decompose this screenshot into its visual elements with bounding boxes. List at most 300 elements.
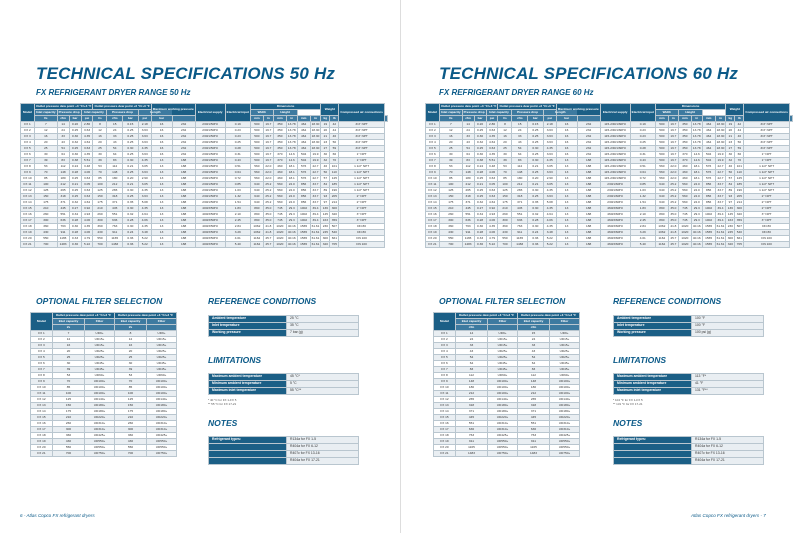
spec-cell: 1 1/2" NPT [339, 188, 384, 194]
spec-cell: 890 [250, 218, 263, 224]
spec-cell: 551 [462, 212, 474, 218]
spec-cell: 3.63 [138, 170, 151, 176]
spec-cell: 500 [655, 128, 668, 134]
reference-conditions-row [614, 323, 764, 330]
spec-cell: 1062 [250, 224, 263, 230]
range-subtitle: FX REFRIGERANT DRYER RANGE 50 Hz [36, 88, 191, 97]
spec-model-cell: FX 2 [21, 128, 35, 134]
filter-cell: UD750+ [488, 451, 518, 457]
filter-cell: UD45+ [550, 367, 580, 373]
spec-cell: 43 [512, 140, 528, 146]
spec-cell: 504 [297, 152, 310, 158]
spec-cell: 0.21 [122, 164, 138, 170]
spec-header-cell: Length [138, 110, 172, 116]
spec-cell: 464 [297, 128, 310, 134]
spec-cell: 370 [273, 158, 286, 164]
spec-cell: 50 [330, 140, 339, 146]
spec-cell: 0.25 [527, 170, 543, 176]
spec-cell: 640 [655, 194, 668, 200]
spec-cell: 4.06 [81, 230, 93, 236]
filter-model-cell: FX 10 [434, 385, 456, 391]
spec-model-cell: FX 2 [426, 128, 440, 134]
spec-cell: 40.16 [287, 223, 296, 228]
spec-cell: 230/1/50Hz [195, 200, 225, 206]
filter-cell: UD310+ [550, 421, 580, 427]
spec-cell: 18.30 [716, 127, 725, 132]
spec-cell: 18.1 [286, 170, 297, 176]
filter-cell: UD180+ [85, 403, 115, 409]
filter-cell: 16 [53, 343, 85, 349]
spec-cell: 125 [35, 188, 58, 194]
spec-cell: 576 [297, 164, 310, 170]
filter-cell: 150 [53, 403, 85, 409]
spec-cell: 745 [273, 206, 286, 212]
spec-cell: 3.63 [486, 128, 498, 134]
spec-cell: 3.05 [138, 182, 151, 188]
filter-cell: UD220+ [147, 415, 177, 421]
spec-cell: 22.7 [310, 164, 321, 170]
spec-cell: 12 [93, 128, 107, 134]
spec-cell: 210 [498, 206, 512, 212]
spec-cell: 33.7 [715, 194, 726, 200]
spec-cell: 0.23 [630, 128, 655, 134]
spec-cell: 39 [498, 158, 512, 164]
spec-cell: 24 [462, 128, 474, 134]
spec-cell: 0.25 [527, 194, 543, 200]
notes-value: R407c for FX 13-16 [287, 451, 359, 458]
spec-cell: 35.0 [670, 211, 677, 216]
spec-cell: 83 [462, 158, 474, 164]
filter-model-cell: FX 4 [434, 349, 456, 355]
spec-cell: 300 [331, 205, 337, 210]
notes-value: R407c for FX 13-16 [692, 451, 764, 458]
spec-header-cell: Length [543, 110, 577, 116]
spec-cell: 19.7 [670, 127, 677, 132]
spec-cell: 232 [172, 146, 195, 152]
spec-cell: 25.2 [265, 187, 272, 192]
spec-cell: 112 [462, 164, 474, 170]
spec-cell: 3.63 [138, 134, 151, 140]
spec-cell: 576 [297, 170, 310, 176]
spec-cell: 5.51 [81, 158, 93, 164]
spec-unit-cell: psi [138, 116, 151, 122]
spec-cell: 400/3/50Hz [195, 230, 225, 236]
spec-cell: 460 [273, 170, 286, 176]
spec-cell: 0.24 [474, 164, 486, 170]
spec-cell: 212 [107, 182, 123, 188]
spec-cell: 46 [321, 164, 330, 170]
spec-cell: 13 [556, 242, 577, 248]
spec-cell: 700 [440, 242, 463, 248]
spec-cell: 576 [702, 170, 715, 176]
spec-cell: 125 [498, 188, 512, 194]
spec-cell: 40.16 [287, 229, 296, 234]
spec-cell: 763 [512, 224, 528, 230]
spec-cell: 0.21 [527, 164, 543, 170]
spec-cell: 1165 [57, 236, 69, 242]
spec-header-cell: Electrical supply [195, 104, 225, 122]
spec-cell: 0.23 [630, 134, 655, 140]
filter-cell: 83 [518, 367, 550, 373]
spec-cell: 125 [331, 175, 337, 180]
spec-cell: 636 [512, 218, 528, 224]
filter-model-cell: FX 15 [434, 415, 456, 421]
limitations-key: Maximum ambient temperature [614, 374, 692, 381]
spec-cell: 911 [107, 230, 123, 236]
spec-header-cell: Dimensions [250, 104, 321, 110]
limitations-title: LIMITATIONS [613, 355, 667, 365]
notes-title: NOTES [208, 418, 238, 428]
spec-cell: 504 [702, 152, 715, 158]
spec-cell: 19.9 [715, 152, 726, 158]
limitations-row [209, 388, 359, 395]
spec-cell: 19.7 [265, 133, 272, 138]
spec-cell: 13.78 [692, 145, 701, 150]
spec-cell: 464 [297, 134, 310, 140]
filter-cell: UD9+ [147, 331, 177, 337]
spec-cell: 0.33 [474, 236, 486, 242]
filter-model-cell: FX 17 [31, 427, 53, 433]
spec-model-cell: FX 3 [21, 134, 35, 140]
spec-cell: 0.30 [122, 224, 138, 230]
spec-cell: 445 [512, 206, 528, 212]
spec-cell: 22.0 [286, 188, 297, 194]
spec-cell: 145 [727, 211, 733, 216]
spec-cell: 5.22 [138, 236, 151, 242]
filter-cell: UD25+ [147, 355, 177, 361]
notes-key [209, 451, 287, 458]
spec-cell: 745 [678, 212, 691, 218]
filter-cell: 43 [456, 349, 488, 355]
filter-cell: UD550+ [147, 445, 177, 451]
spec-cell: 7 [35, 122, 58, 128]
spec-cell: 50 [735, 140, 744, 146]
filter-cell: 15 [518, 331, 550, 337]
spec-cell: 18.30 [311, 139, 320, 144]
filter-cell: 445 [456, 415, 488, 421]
filter-model-cell: FX 9 [31, 379, 53, 385]
spec-cell: DN 100 [339, 242, 384, 248]
spec-cell: 1 1/2" NPT [744, 164, 789, 170]
spec-cell: 136 [322, 205, 328, 210]
spec-cell: 2.86 [81, 122, 93, 128]
spec-cell: 856 [702, 194, 715, 200]
spec-cell: 360 [498, 224, 512, 230]
spec-cell: 1162 [655, 236, 668, 242]
spec-cell: 540 [736, 229, 742, 234]
spec-cell: 890 [250, 212, 263, 218]
spec-cell: 1 1/2" NPT [339, 170, 384, 176]
filter-model-cell: FX 18 [31, 433, 53, 439]
filter-cell: 39 [53, 367, 85, 373]
reference-conditions-title: REFERENCE CONDITIONS [613, 296, 722, 306]
spec-cell: 3.63 [138, 128, 151, 134]
spec-cell: 500 [655, 146, 668, 152]
spec-header-cell: Pressure drop [107, 110, 138, 116]
spec-cell: 148 [462, 170, 474, 176]
spec-cell: 22.7 [715, 170, 726, 176]
spec-cell: 1020 [678, 224, 691, 230]
spec-header-cell: Model [21, 104, 35, 122]
spec-cell: 188 [172, 176, 195, 182]
spec-cell: 53 [498, 164, 512, 170]
spec-cell: 500 [250, 146, 263, 152]
spec-cell: 57 [321, 176, 330, 182]
spec-unit-cell: in [691, 116, 702, 122]
spec-cell: 4.35 [543, 146, 556, 152]
spec-cell: 148 [57, 170, 69, 176]
spec-unit-cell: bar [556, 116, 577, 122]
spec-cell: 25.2 [670, 193, 677, 198]
spec-cell: 19.7 [670, 157, 677, 162]
spec-cell: 3" NPT [339, 212, 384, 218]
spec-cell: 33.7 [715, 200, 726, 206]
filter-cell: UD25+ [488, 355, 518, 361]
spec-table [20, 103, 388, 248]
spec-cell: 2" NPT [339, 206, 384, 212]
filter-header-cell: Filter [550, 319, 580, 325]
filter-header-cell: Inlet capacity [115, 319, 147, 325]
spec-cell: 1 1/2" NPT [339, 176, 384, 182]
spec-cell: 0.20 [69, 122, 81, 128]
filter-cell: UD45+ [85, 367, 115, 373]
spec-cell: 0.30 [474, 134, 486, 140]
spec-cell: 4.06 [81, 170, 93, 176]
spec-cell: 550 [93, 236, 107, 242]
spec-cell: 1162 [250, 242, 263, 248]
spec-cell: 24 [107, 128, 123, 134]
spec-header-cell: Pressure drop [512, 110, 543, 116]
spec-cell: 93 [321, 194, 330, 200]
spec-cell: 16 [93, 134, 107, 140]
spec-unit-cell: mm [655, 116, 668, 122]
spec-cell: 371 [107, 200, 123, 206]
spec-cell: 0.64 [225, 170, 250, 176]
spec-cell: 16 [440, 134, 463, 140]
spec-cell: 39 [35, 158, 58, 164]
spec-model-cell: FX 1 [21, 122, 35, 128]
spec-cell: 35.0 [265, 217, 272, 222]
spec-cell: 661 [736, 235, 742, 240]
spec-cell: 45.7 [670, 241, 677, 246]
spec-cell: 1 1/2" NPT [744, 176, 789, 182]
spec-model-cell: FX 6 [426, 152, 440, 158]
spec-cell: 4.35 [81, 134, 93, 140]
spec-cell: 400/3/50Hz [195, 242, 225, 248]
spec-unit-cell: l/s [498, 116, 512, 122]
spec-cell: 3.05 [543, 182, 556, 188]
spec-cell: 4.64 [81, 200, 93, 206]
page-footer: 6 - Atlas Copco FX refrigerant dryers [20, 513, 95, 518]
filter-model-cell: FX 21 [31, 451, 53, 457]
spec-cell: 41.8 [670, 229, 677, 234]
notes-row [209, 458, 359, 465]
filter-cell: 212 [518, 391, 550, 397]
spec-cell: 0.25 [69, 128, 81, 134]
spec-cell: 16 [151, 122, 172, 128]
filter-cell: UD15+ [147, 337, 177, 343]
spec-cell: 5.40 [630, 242, 655, 248]
spec-cell: 232 [577, 134, 600, 140]
spec-cell: 19.7 [265, 157, 272, 162]
spec-cell: 3.63 [543, 194, 556, 200]
spec-cell: 16 [556, 140, 577, 146]
spec-cell: 370 [273, 152, 286, 158]
reference-conditions-row [614, 316, 764, 323]
spec-cell: 163 [727, 217, 733, 222]
spec-cell: 5.08 [138, 200, 151, 206]
spec-cell: 1020 [678, 230, 691, 236]
filter-cell: UD550+ [85, 439, 115, 445]
spec-cell: 13 [151, 170, 172, 176]
spec-cell: 500 [250, 158, 263, 164]
spec-cell: 2.18 [138, 122, 151, 128]
filter-cell: UD100+ [550, 379, 580, 385]
spec-cell: 35.0 [670, 205, 677, 210]
spec-cell: 0.36 [122, 236, 138, 242]
filter-model-cell: FX 9 [434, 379, 456, 385]
spec-cell: 53 [35, 164, 58, 170]
filter-cell: 112 [456, 373, 488, 379]
spec-unit-cell: kg [726, 116, 735, 122]
spec-cell: 13.78 [287, 133, 296, 138]
spec-cell: 2.18 [543, 122, 556, 128]
spec-cell: 188 [172, 164, 195, 170]
spec-cell: 460/3/60Hz [600, 242, 630, 248]
filter-cell: UD100+ [85, 391, 115, 397]
spec-cell: 0.30 [527, 224, 543, 230]
filter-cell: UD15+ [488, 337, 518, 343]
spec-cell: DN 100 [744, 242, 789, 248]
filter-model-cell: FX 19 [31, 439, 53, 445]
filter-cell: UD15+ [85, 343, 115, 349]
spec-cell: 230/1/60Hz [600, 200, 630, 206]
spec-cell: 0.25 [527, 128, 543, 134]
spec-cell: 115-230/1/60Hz [600, 152, 630, 158]
spec-cell: 61.61 [311, 229, 320, 234]
spec-cell: 265 [462, 188, 474, 194]
spec-cell: 25.2 [670, 199, 677, 204]
spec-cell: 188 [172, 236, 195, 242]
filter-cell: UD100+ [147, 391, 177, 397]
filter-cell: 30 [115, 361, 147, 367]
filter-header-cell: Inlet capacity [456, 319, 488, 325]
limitations-row [614, 374, 764, 381]
spec-cell: 0.30 [122, 146, 138, 152]
spec-cell: 22.7 [715, 164, 726, 170]
filter-cell: 148 [456, 379, 488, 385]
spec-cell: 700 [498, 242, 512, 248]
spec-cell: 19.7 [670, 121, 677, 126]
filter-cell: 175 [53, 409, 85, 415]
spec-cell: 400/3/50Hz [195, 206, 225, 212]
spec-cell: 300 [727, 235, 733, 240]
notes-key [614, 458, 692, 465]
spec-cell: 0.25 [122, 128, 138, 134]
spec-cell: 29.3 [691, 206, 702, 212]
spec-cell: 464 [702, 134, 715, 140]
filter-cell: UD180+ [488, 403, 518, 409]
spec-cell: 212 [512, 182, 528, 188]
spec-cell: 212 [462, 182, 474, 188]
spec-cell: 57 [726, 176, 735, 182]
spec-cell: 0.36 [69, 242, 81, 248]
spec-cell: 350 [273, 140, 286, 146]
spec-cell: 232 [172, 128, 195, 134]
spec-cell: 188 [577, 236, 600, 242]
spec-cell: 210 [93, 206, 107, 212]
spec-cell: 3/4" NPT [744, 134, 789, 140]
filter-cell: 700 [115, 451, 147, 457]
filter-model-cell: FX 5 [31, 355, 53, 361]
spec-cell: 136 [727, 205, 733, 210]
spec-cell: 64 [107, 152, 123, 158]
spec-cell: 4.35 [486, 134, 498, 140]
spec-cell: 300 [440, 218, 463, 224]
spec-cell: 14.6 [691, 158, 702, 164]
spec-cell: 13 [151, 194, 172, 200]
spec-cell: 46 [726, 164, 735, 170]
filter-model-cell: FX 6 [31, 361, 53, 367]
spec-cell: 14.6 [691, 152, 702, 158]
spec-cell: 318 [57, 194, 69, 200]
spec-cell: 230/1/50Hz [195, 128, 225, 134]
spec-cell: 19.7 [265, 145, 272, 150]
filter-header-cell: Outlet pressure dew point +3 °C/+3 °F [53, 313, 115, 319]
spec-cell: 0.20 [527, 176, 543, 182]
filter-model-cell: FX 3 [434, 343, 456, 349]
spec-cell: 30 [440, 152, 463, 158]
spec-cell: 13 [556, 170, 577, 176]
filter-cell: UD100+ [85, 385, 115, 391]
spec-cell: 44 [735, 128, 744, 134]
spec-cell: 464 [297, 146, 310, 152]
filter-cell: 125 [115, 397, 147, 403]
filter-header-cell: Model [31, 313, 53, 331]
spec-cell: 22.0 [265, 175, 272, 180]
filter-cell: 260 [115, 421, 147, 427]
filter-cell: UD25+ [147, 349, 177, 355]
filter-model-cell: FX 1 [31, 331, 53, 337]
spec-cell: 460/3/60Hz [600, 230, 630, 236]
filter-unit-cell: l/s [115, 325, 147, 331]
spec-cell: 35.0 [670, 217, 677, 222]
spec-cell: 188 [172, 218, 195, 224]
spec-cell: 85 [93, 176, 107, 182]
spec-cell: 0.28 [122, 218, 138, 224]
filter-cell: 300 [53, 427, 85, 433]
spec-cell: 0.28 [225, 146, 250, 152]
spec-cell: 1020 [273, 242, 286, 248]
spec-cell: 20 [35, 140, 58, 146]
spec-cell: 856 [297, 188, 310, 194]
spec-header-cell: Weight [726, 104, 744, 116]
spec-cell: 22.0 [670, 175, 677, 180]
spec-model-cell: FX 8 [21, 164, 35, 170]
spec-cell: 64 [57, 152, 69, 158]
spec-cell: 318 [107, 194, 123, 200]
spec-cell: 33 [512, 134, 528, 140]
spec-cell: 0.72 [630, 176, 655, 182]
spec-cell: 188 [577, 182, 600, 188]
spec-cell: 188 [577, 194, 600, 200]
spec-cell: 3.48 [543, 230, 556, 236]
spec-unit-cell: bar [122, 116, 138, 122]
spec-cell: DN 80 [339, 230, 384, 236]
filter-cell: UD25+ [550, 355, 580, 361]
spec-cell: 0.28 [474, 230, 486, 236]
spec-cell: 22.0 [691, 182, 702, 188]
